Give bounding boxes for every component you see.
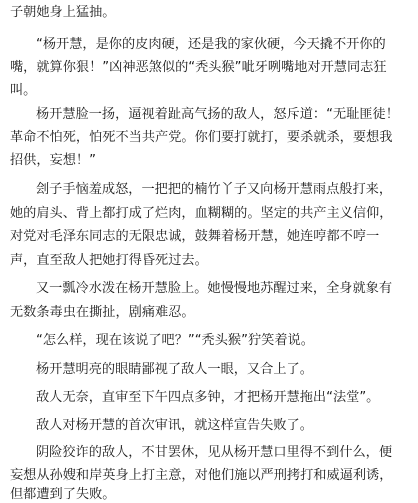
text-line: 招供，妄想！”: [10, 153, 96, 168]
text-line: 敌人无奈，直审至下午四点多钟，才把杨开慧拖出“法堂”。: [36, 390, 380, 405]
text-line: “怎么样，现在该说了吧？”“秃头猴”狞笑着说。: [36, 333, 314, 348]
text-line: 叫。: [10, 83, 37, 98]
text-line: 声，直至敌人把她打得昏死过去。: [10, 253, 208, 268]
text-line: 敌人对杨开慧的首次审讯，就这样宣告失败了。: [36, 418, 313, 433]
text-line: 又一瓢冷水泼在杨开慧脸上。她慢慢地苏醒过来，全身就象有: [36, 281, 393, 296]
text-line: 对党对毛泽东同志的无限忠诚，鼓舞着杨开慧，她连哼都不哼一: [10, 229, 380, 244]
text-line: 刽子手恼羞成怒，一把把的楠竹丫子又向杨开慧雨点般打来，: [36, 182, 393, 197]
text-line: 无数条毒虫在撕扯，剧痛难忍。: [10, 305, 195, 320]
text-line: 阴险狡诈的敌人，不甘罢休，见从杨开慧口里得不到什么，便: [36, 445, 393, 460]
text-line: 妄想从孙嫂和岸英身上打主意，对他们施以严刑拷打和威逼利诱，: [10, 468, 393, 483]
text-line: 子朝她身上猛抽。: [10, 5, 116, 20]
text-line: 嘴，就算你狠！”凶神恶煞似的“秃头猴”呲牙咧嘴地对开慧同志狂: [10, 60, 387, 75]
text-line: 杨开慧明亮的眼睛鄙视了敌人一眼，又合上了。: [36, 362, 313, 377]
text-line: “杨开慧，是你的皮肉硬，还是我的家伙硬，今天撬不开你的: [36, 37, 386, 52]
text-line: 她的肩头、背上都打成了烂肉，血糊糊的。坚定的共产主义信仰，: [10, 206, 393, 221]
text-line: 革命不怕死，怕死不当共产党。你们要打就打，要杀就杀，要想我: [10, 130, 393, 145]
text-line: 但都遭到了失败。: [10, 487, 116, 502]
text-line: 杨开慧脸一扬，逼视着趾高气扬的敌人，怒斥道：“无耻匪徒！: [36, 107, 399, 122]
